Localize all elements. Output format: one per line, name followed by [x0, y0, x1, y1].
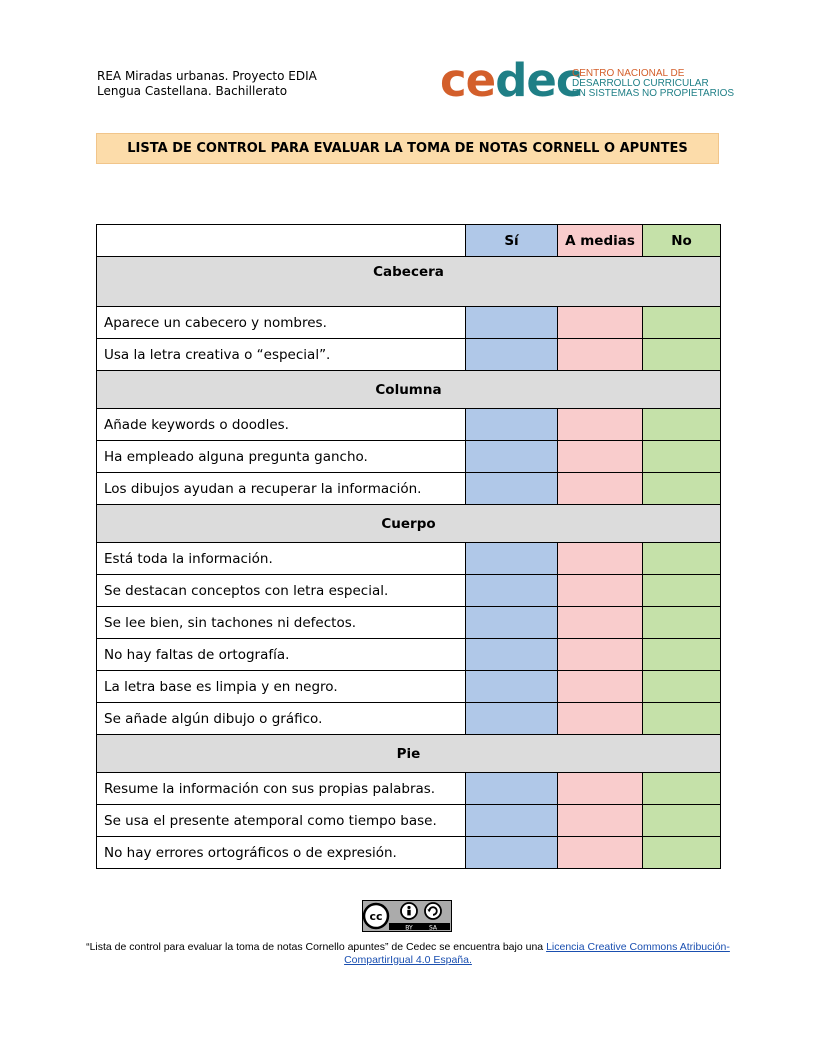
- table-row: [97, 441, 721, 473]
- rating-cell-si[interactable]: [466, 575, 558, 607]
- criterion-label: Se usa el presente atemporal como tiempo base.: [97, 805, 466, 837]
- criterion-label: Usa la letra creativa o “especial”.: [97, 339, 466, 371]
- cedec-logo: [440, 54, 735, 107]
- rating-cell-no[interactable]: [643, 671, 721, 703]
- rating-cell-no[interactable]: [643, 607, 721, 639]
- criterion-label: No hay faltas de ortografía.: [97, 639, 466, 671]
- table-row: [97, 703, 721, 735]
- column-header-no: No: [643, 225, 721, 257]
- license-notice: [70, 941, 746, 967]
- rating-cell-no[interactable]: [643, 339, 721, 371]
- criterion-label: Aparece un cabecero y nombres.: [97, 307, 466, 339]
- rating-cell-no[interactable]: [643, 307, 721, 339]
- rating-cell-no[interactable]: [643, 639, 721, 671]
- table-row: [97, 473, 721, 505]
- rating-cell-a-medias[interactable]: [558, 473, 643, 505]
- rating-cell-si[interactable]: [466, 837, 558, 869]
- rating-cell-a-medias[interactable]: [558, 639, 643, 671]
- section-heading: Columna: [97, 371, 721, 409]
- section-row: [97, 257, 721, 307]
- rating-cell-si[interactable]: [466, 307, 558, 339]
- criterion-label: Añade keywords o doodles.: [97, 409, 466, 441]
- rating-cell-a-medias[interactable]: [558, 307, 643, 339]
- rating-cell-si[interactable]: [466, 703, 558, 735]
- rating-cell-a-medias[interactable]: [558, 339, 643, 371]
- checklist-table: [96, 224, 721, 869]
- criterion-label: Se destacan conceptos con letra especial.: [97, 575, 466, 607]
- column-header-a-medias: A medias: [558, 225, 643, 257]
- header-blank-cell: [97, 225, 466, 257]
- rating-cell-no[interactable]: [643, 703, 721, 735]
- document-header: [97, 69, 317, 99]
- table-row: [97, 409, 721, 441]
- rating-cell-a-medias[interactable]: [558, 805, 643, 837]
- table-row: [97, 339, 721, 371]
- sa-icon: [425, 903, 441, 919]
- criterion-label: No hay errores ortográficos o de expresión.: [97, 837, 466, 869]
- rating-cell-a-medias[interactable]: [558, 607, 643, 639]
- rating-cell-no[interactable]: [643, 773, 721, 805]
- criterion-label: Resume la información con sus propias palabras.: [97, 773, 466, 805]
- rating-cell-a-medias[interactable]: [558, 409, 643, 441]
- criterion-label: Los dibujos ayudan a recuperar la información.: [97, 473, 466, 505]
- table-row: [97, 607, 721, 639]
- rating-cell-no[interactable]: [643, 473, 721, 505]
- rating-cell-a-medias[interactable]: [558, 441, 643, 473]
- rating-cell-a-medias[interactable]: [558, 575, 643, 607]
- criterion-label: La letra base es limpia y en negro.: [97, 671, 466, 703]
- header-line-1: REA Miradas urbanas. Proyecto EDIA: [97, 69, 317, 83]
- rating-cell-si[interactable]: [466, 671, 558, 703]
- table-row: [97, 805, 721, 837]
- rating-cell-si[interactable]: [466, 639, 558, 671]
- table-row: [97, 307, 721, 339]
- rating-cell-si[interactable]: [466, 805, 558, 837]
- header-line-2: Lengua Castellana. Bachillerato: [97, 84, 288, 98]
- rating-cell-si[interactable]: [466, 409, 558, 441]
- table-header-row: [97, 225, 721, 257]
- section-row: [97, 735, 721, 773]
- table-row: [97, 543, 721, 575]
- table-row: [97, 671, 721, 703]
- svg-text:SA: SA: [428, 924, 438, 932]
- criterion-label: Se añade algún dibujo o gráfico.: [97, 703, 466, 735]
- rating-cell-si[interactable]: [466, 473, 558, 505]
- rating-cell-no[interactable]: [643, 837, 721, 869]
- rating-cell-si[interactable]: [466, 543, 558, 575]
- section-heading: Cuerpo: [97, 505, 721, 543]
- rating-cell-no[interactable]: [643, 543, 721, 575]
- license-link[interactable]: Licencia Creative Commons Atribución-CompartirIgual 4.0 España.: [344, 941, 730, 966]
- section-row: [97, 505, 721, 543]
- table-row: [97, 773, 721, 805]
- page-title: LISTA DE CONTROL PARA EVALUAR LA TOMA DE NOTAS CORNELL O APUNTES: [96, 133, 719, 164]
- rating-cell-a-medias[interactable]: [558, 543, 643, 575]
- rating-cell-no[interactable]: [643, 441, 721, 473]
- rating-cell-si[interactable]: [466, 339, 558, 371]
- section-row: [97, 371, 721, 409]
- section-heading: Pie: [97, 735, 721, 773]
- rating-cell-si[interactable]: [466, 773, 558, 805]
- logo-tagline: CENTRO NACIONAL DE DESARROLLO CURRICULAR EN SISTEMAS NO PROPIETARIOS: [572, 68, 735, 99]
- rating-cell-a-medias[interactable]: [558, 773, 643, 805]
- rating-cell-si[interactable]: [466, 607, 558, 639]
- table-row: [97, 837, 721, 869]
- rating-cell-no[interactable]: [643, 575, 721, 607]
- rating-cell-a-medias[interactable]: [558, 703, 643, 735]
- criterion-label: Se lee bien, sin tachones ni defectos.: [97, 607, 466, 639]
- cc-by-sa-badge[interactable]: [362, 900, 452, 932]
- rating-cell-no[interactable]: [643, 805, 721, 837]
- rating-cell-si[interactable]: [466, 441, 558, 473]
- rating-cell-no[interactable]: [643, 409, 721, 441]
- svg-text:BY: BY: [405, 924, 413, 932]
- criterion-label: Ha empleado alguna pregunta gancho.: [97, 441, 466, 473]
- rating-cell-a-medias[interactable]: [558, 837, 643, 869]
- criterion-label: Está toda la información.: [97, 543, 466, 575]
- table-row: [97, 575, 721, 607]
- svg-text:cc: cc: [369, 910, 383, 923]
- table-row: [97, 639, 721, 671]
- logo-wordmark: cedec: [440, 54, 582, 107]
- section-heading: Cabecera: [97, 257, 721, 307]
- license-text: “Lista de control para evaluar la toma de notas Cornello apuntes” de Cedec se encuentra bajo una: [86, 941, 547, 953]
- rating-cell-a-medias[interactable]: [558, 671, 643, 703]
- column-header-si: Sí: [466, 225, 558, 257]
